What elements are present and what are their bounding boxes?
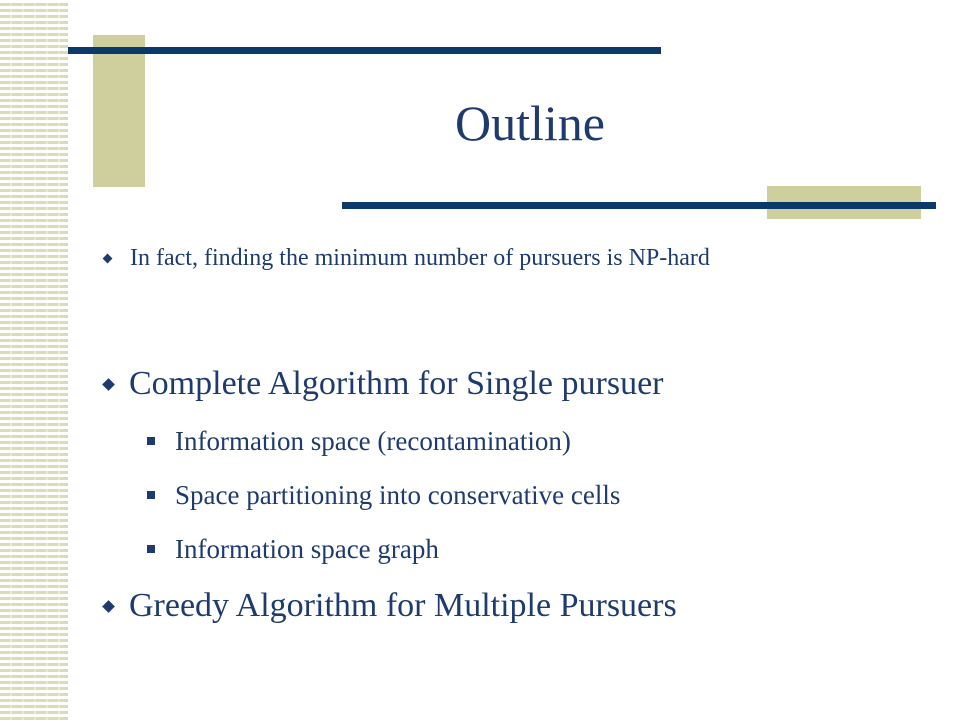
square-bullet-icon [147,437,155,445]
slide-title: Outline [455,95,605,151]
note-item [100,236,940,280]
section-item [100,576,940,636]
subitem-text: Information space graph [175,533,439,564]
subitem [100,414,940,468]
square-bullet-icon [147,545,155,553]
section-label: Greedy Algorithm for Multiple Pursuers [129,587,677,624]
diamond-bullet-icon [102,600,115,613]
slide-content [100,236,940,636]
subitem [100,468,940,522]
spacer [100,280,940,354]
subitem-text: Information space (recontamination) [175,425,571,456]
section-item [100,354,940,414]
diamond-bullet-icon [103,253,113,263]
diamond-bullet-icon [102,378,115,391]
note-text: In fact, finding the minimum number of pursuers is NP-hard [130,244,710,271]
square-bullet-icon [147,491,155,499]
left-striped-margin [0,0,68,720]
tan-vertical-block [93,35,145,187]
subitem [100,522,940,576]
bottom-accent-bar [342,202,936,209]
section-label: Complete Algorithm for Single pursuer [129,365,664,402]
subitem-text: Space partitioning into conservative cells [175,479,621,510]
top-accent-bar [68,47,661,54]
